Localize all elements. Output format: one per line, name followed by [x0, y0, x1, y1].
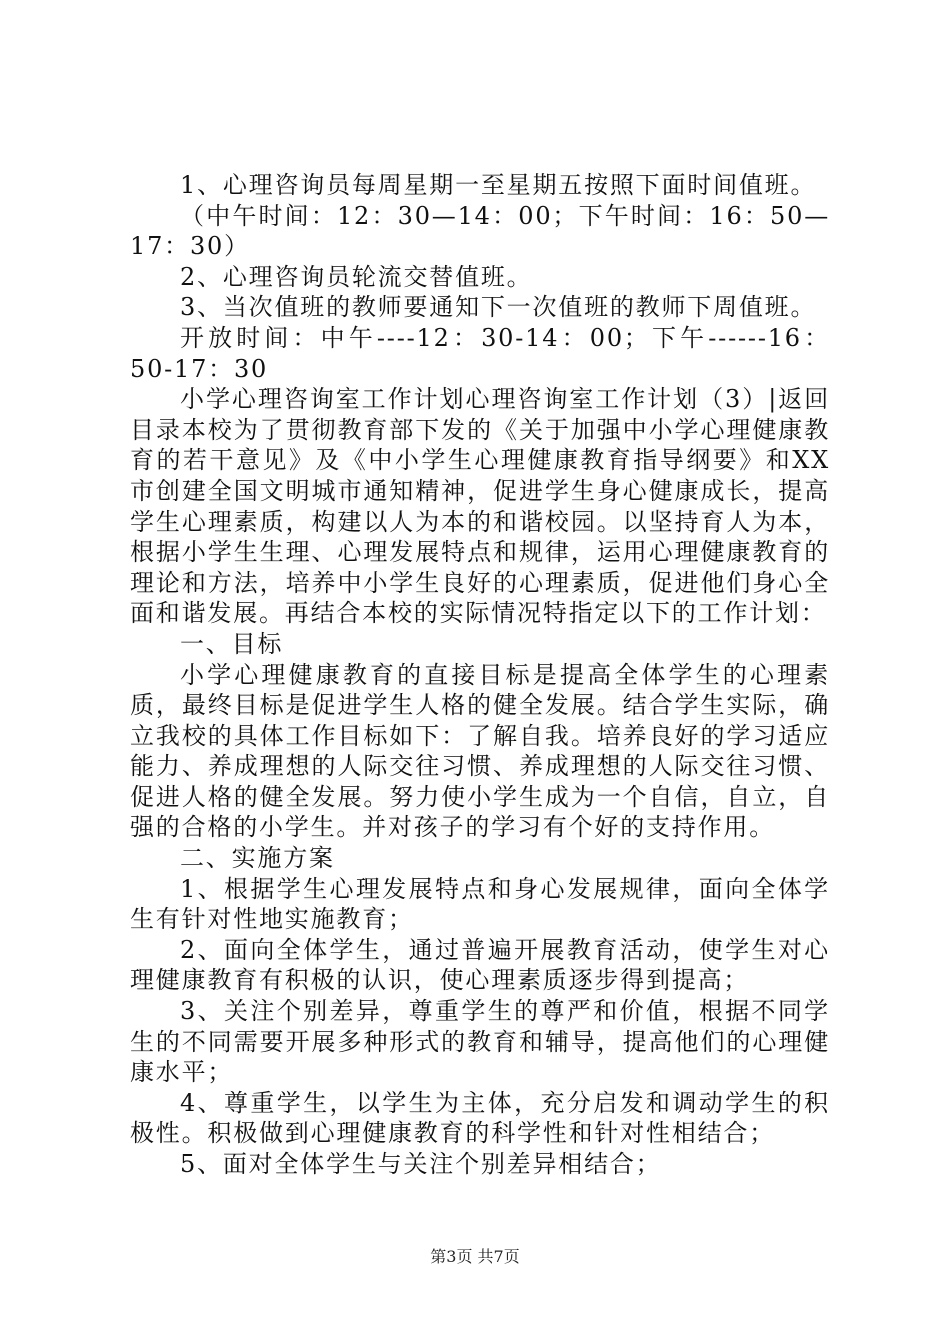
paragraph-item-4: 4、尊重学生，以学生为主体，充分启发和调动学生的积极性。积极做到心理健康教育的科学性和针对性相结合；	[130, 1088, 830, 1148]
paragraph-item-2: 2、面向全体学生，通过普遍开展教育活动，使学生对心理健康教育有积极的认识，使心理素质逐步得到提高；	[130, 935, 830, 995]
paragraph-notify: 3、当次值班的教师要通知下一次值班的教师下周值班。	[180, 293, 817, 322]
paragraph-opening-hours: 开放时间：中午----12：30-14：00；下午------16：50-17：30	[130, 323, 830, 383]
paragraph-duty-times: （中午时间：12：30—14：00；下午时间：16：50—17：30）	[130, 201, 830, 261]
paragraph-item-3: 3、关注个别差异，尊重学生的尊严和价值，根据不同学生的不同需要开展多种形式的教育和辅导，提高他们的心理健康水平；	[130, 997, 830, 1087]
section-heading-implementation: 二、实施方案	[180, 844, 335, 873]
paragraph-item-1: 1、根据学生心理发展特点和身心发展规律，面向全体学生有针对性地实施教育；	[130, 874, 830, 934]
document-body	[130, 170, 830, 1180]
paragraph-goals: 小学心理健康教育的直接目标是提高全体学生的心理素质，最终目标是促进学生人格的健全发展。结合学生实际，确立我校的具体工作目标如下：了解自我。培养良好的学习适应能力、养成理想的人际交往习惯、养成理想的人际交往习惯、促进人格的健全发展。努力使小学生成为一个自信，自立，自强的合格的小学生。并对孩子的学习有个好的支持作用。	[130, 660, 830, 842]
paragraph-plan-intro: 小学心理咨询室工作计划心理咨询室工作计划（3）|返回目录本校为了贯彻教育部下发的《关于加强中小学心理健康教育的若干意见》及《中小学生心理健康教育指导纲要》和XX市创建全国文明城市通知精神，促进学生身心健康成长，提高学生心理素质，构建以人为本的和谐校园。以坚持育人为本，根据小学生生理、心理发展特点和规律，运用心理健康教育的理论和方法，培养中小学生良好的心理素质，促进他们身心全面和谐发展。再结合本校的实际情况特指定以下的工作计划：	[130, 385, 830, 628]
paragraph-duty-schedule: 1、心理咨询员每周星期一至星期五按照下面时间值班。	[180, 171, 817, 199]
page-number-footer: 第3页 共7页	[430, 1247, 520, 1266]
paragraph-item-5: 5、面对全体学生与关注个别差异相结合；	[180, 1150, 662, 1178]
paragraph-rotation: 2、心理咨询员轮流交替值班。	[180, 262, 533, 291]
section-heading-goals: 一、目标	[180, 629, 284, 658]
